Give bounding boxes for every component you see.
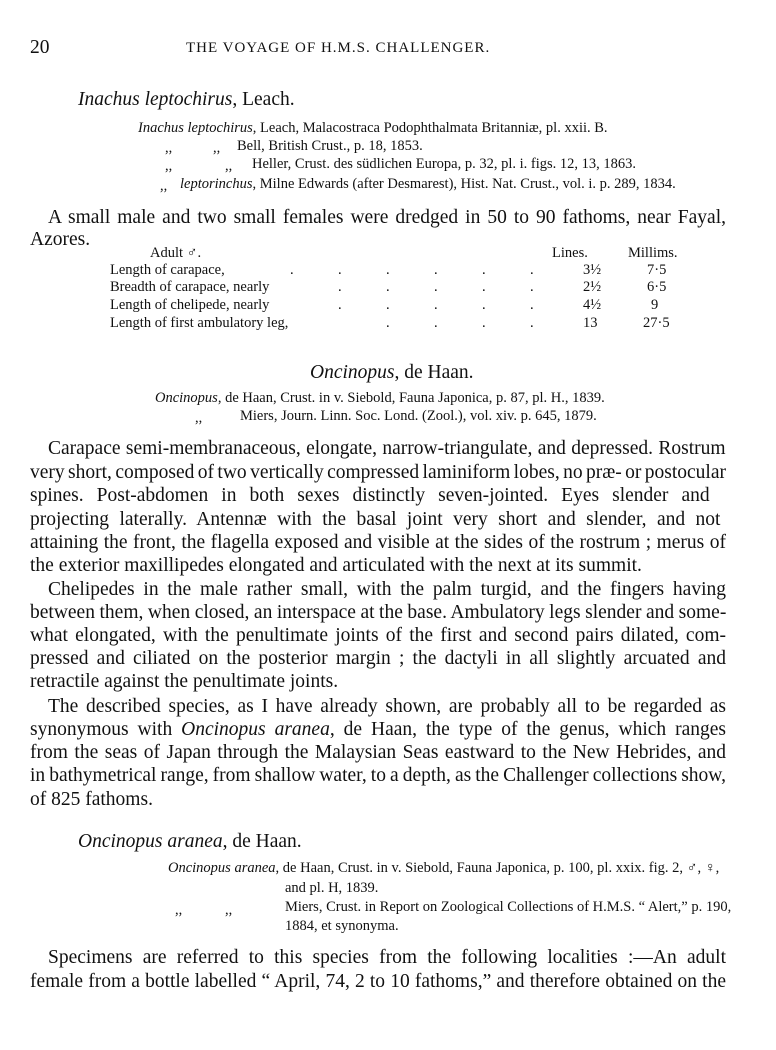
genus-name: Oncinopus [310,362,395,383]
row-label: Length of carapace, [110,262,225,278]
synonym-ref: 1884, et synonyma. [285,918,399,934]
ditto-mark: ,, [165,158,173,174]
leader-dot [482,297,486,314]
row-label: Breadth of carapace, nearly [110,279,270,295]
synonym-ref: , Milne Edwards (after Desmarest), Hist. Nat. Crust., vol. i. p. 289, 1834. [252,176,676,192]
paragraph-line [30,719,726,741]
paragraph-line: The described species, as I have already shown, are probably all to be regarded as [48,696,726,717]
row-lines: 4½ [583,297,602,313]
paragraph-line: in bathymetrical range, from shallow water, to a depth, as the Challenger collections show, [30,765,726,786]
paragraph-line: attaining the front, the flagella exposed and visible at the sides of the rostrum ; merus of [30,532,726,553]
paragraph-line: Azores. [30,229,91,250]
paragraph-line: what elongated, with the penultimate joints of the first and second pairs dilated, com- [30,625,726,646]
leader-dot [386,262,390,279]
leader-dot [530,262,534,279]
text: , de Haan, the type of the genus, which ranges [329,719,726,740]
leader-dot [530,297,534,314]
synonym-line [138,120,608,137]
paragraph-line: spines. Post-abdomen in both sexes distinctly seven-jointed. Eyes slender and [30,485,710,506]
row-millims: 7·5 [647,262,667,278]
genus-heading [310,362,474,384]
leader-dot [290,262,294,279]
leader-dot [386,279,390,296]
leader-dot [482,279,486,296]
column-header-lines: Lines. [552,245,588,261]
paragraph-line: female from a bottle labelled “ April, 74, 2 to 10 fathoms,” and therefore obtained on the [30,971,726,992]
row-lines: 2½ [583,279,602,295]
species-name: Oncinopus aranea [78,831,223,852]
synonym-ref: , de Haan, Crust. in v. Siebold, Fauna Japonica, p. 100, pl. xxix. fig. 2, ♂, ♀, [275,860,720,876]
ditto-mark: ,, [213,140,221,156]
leader-dot [434,279,438,296]
paragraph-line: Specimens are referred to this species from the following localities :—An adult [48,947,726,968]
row-label: Length of first ambulatory leg, [110,315,289,331]
ditto-mark: ,, [195,410,203,426]
page-number: 20 [30,37,50,58]
paragraph-line: very short, composed of two vertically compressed laminiform lobes, no præ- or postocular [30,462,726,483]
leader-dot [434,262,438,279]
synonym-name: Inachus leptochirus [138,120,253,136]
synonym-name: Oncinopus aranea [168,860,276,876]
row-millims: 27·5 [643,315,670,331]
paragraph-line: retractile against the penultimate joints. [30,671,339,692]
species-name: Inachus leptochirus [78,89,233,110]
leader-dot [338,262,342,279]
synonym-line [155,390,605,407]
row-millims: 9 [651,297,659,313]
synonym-ref: , de Haan, Crust. in v. Siebold, Fauna Japonica, p. 87, pl. H., 1839. [217,390,605,406]
ditto-mark: ,, [165,140,173,156]
synonym-ref: Bell, British Crust., p. 18, 1853. [237,138,423,154]
paragraph-line: A small male and two small females were dredged in 50 to 90 fathoms, near Fayal, [48,207,726,228]
leader-dot [338,297,342,314]
row-millims: 6·5 [647,279,667,295]
row-lines: 13 [583,315,598,331]
ditto-mark: ,, [225,158,233,174]
synonym-name: leptorinchus [180,176,253,192]
leader-dot [482,315,486,332]
paragraph-line: Carapace semi-membranaceous, elongate, narrow-triangulate, and depressed. Rostrum [48,438,726,459]
paragraph-line: Chelipedes in the male rather small, with the palm turgid, and the fingers having [48,579,726,600]
leader-dot [386,297,390,314]
leader-dot [386,315,390,332]
text: synonymous with [30,719,182,740]
synonym-line [168,860,719,877]
ditto-mark: ,, [160,178,168,194]
paragraph-line: from the seas of Japan through the Malaysian Seas eastward to the New Hebrides, and [30,742,726,763]
paragraph-line: of 825 fathoms. [30,789,153,810]
ditto-mark: ,, [175,902,183,918]
author: , Leach. [232,89,295,110]
species-name: Oncinopus aranea [181,719,330,740]
paragraph-line: between them, when closed, an interspace at the base. Ambulatory legs slender and some- [30,602,727,623]
synonym-name: Oncinopus [155,390,218,406]
species-heading [78,89,295,111]
author: , de Haan. [222,831,302,852]
leader-dot [338,279,342,296]
row-lines: 3½ [583,262,602,278]
leader-dot [434,297,438,314]
row-label: Length of chelipede, nearly [110,297,270,313]
synonym-ref: Miers, Crust. in Report on Zoological Collections of H.M.S. “ Alert,” p. 190, [285,899,732,915]
paragraph-line: the exterior maxillipedes elongated and articulated with the next at its summit. [30,555,642,576]
author: , de Haan. [394,362,474,383]
synonym-ref: Miers, Journ. Linn. Soc. Lond. (Zool.), vol. xiv. p. 645, 1879. [240,408,597,424]
leader-dot [434,315,438,332]
paragraph-line: pressed and ciliated on the posterior margin ; the dactyli in all slightly arcuated and [30,648,726,669]
synonym-ref: , Leach, Malacostraca Podophthalmata Britanniæ, pl. xxii. B. [252,120,608,136]
column-header-millims: Millims. [628,245,678,261]
ditto-mark: ,, [225,902,233,918]
table-label: Adult ♂. [150,245,202,261]
leader-dot [530,315,534,332]
running-title: THE VOYAGE OF H.M.S. CHALLENGER. [186,40,491,56]
leader-dot [530,279,534,296]
species-heading [78,831,302,853]
synonym-ref: and pl. H, 1839. [285,880,379,896]
paragraph-line: projecting laterally. Antennæ with the basal joint very short and slender, and not [30,509,721,530]
synonym-ref: Heller, Crust. des südlichen Europa, p. 32, pl. i. figs. 12, 13, 1863. [252,156,637,172]
leader-dot [482,262,486,279]
synonym-line [180,176,676,193]
